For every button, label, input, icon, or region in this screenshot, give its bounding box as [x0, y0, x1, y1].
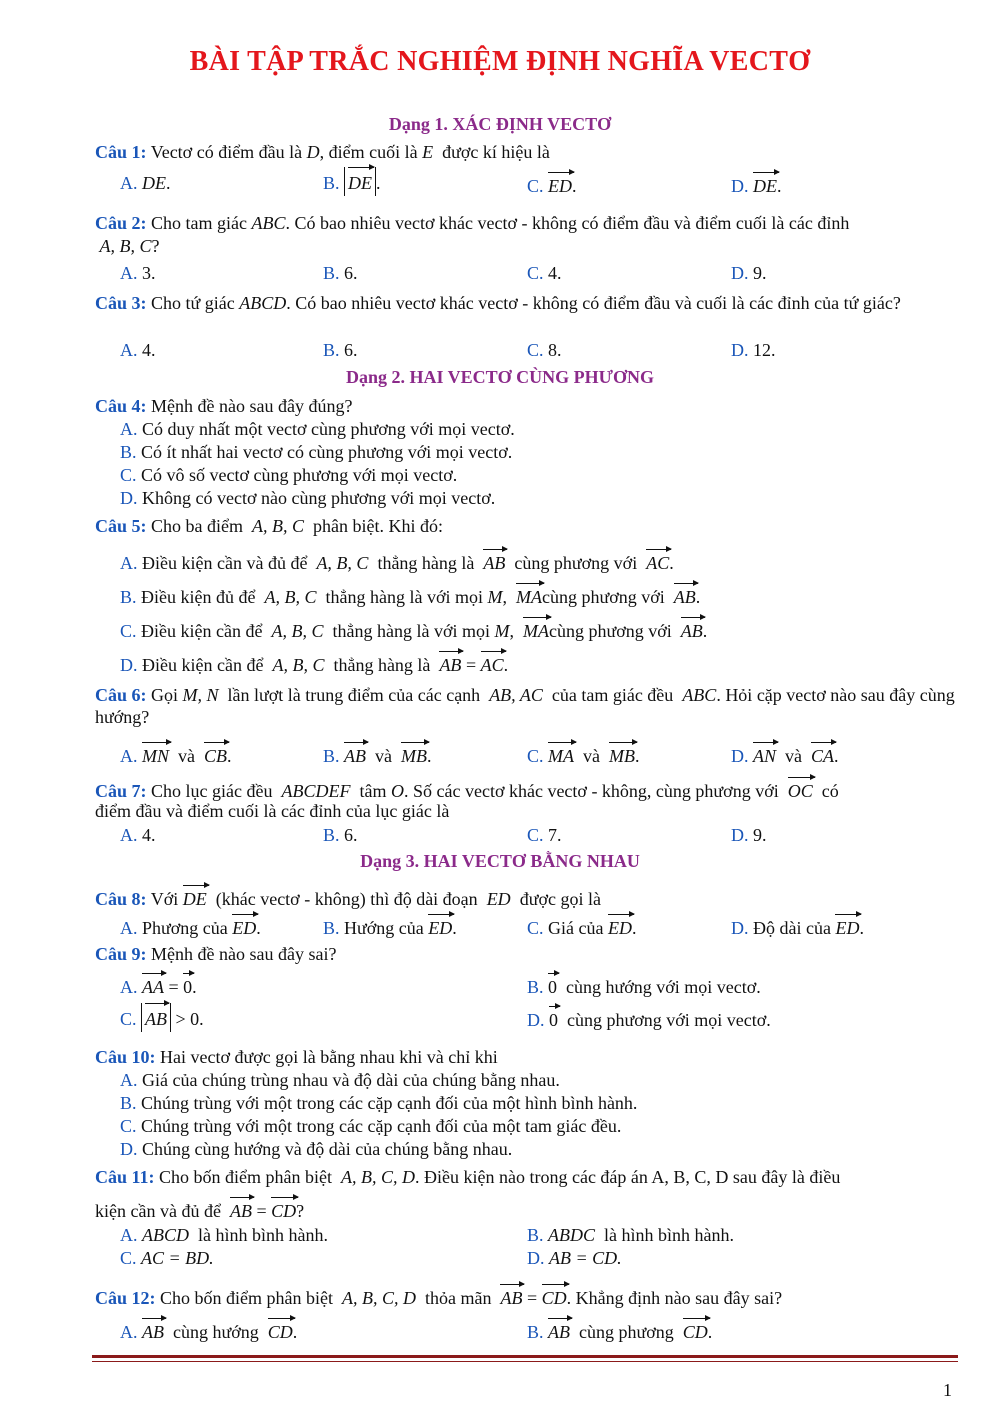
footer-divider	[92, 1355, 958, 1358]
q4-option-c[interactable]: C. Có vô số vectơ cùng phương với mọi vectơ.	[120, 465, 458, 485]
page-number: 1	[943, 1380, 952, 1400]
q7-option-a[interactable]: A. 4.	[120, 825, 156, 845]
question-11: Câu 11: Cho bốn điểm phân biệt A, B, C, D. Điều kiện nào trong các đáp án A, B, C, D sau đây là điều	[95, 1167, 841, 1187]
q3-option-d[interactable]: D. 12.	[731, 340, 776, 360]
question-9: Câu 9: Mệnh đề nào sau đây sai?	[95, 944, 337, 964]
footer-divider-thin	[92, 1361, 958, 1362]
q11-option-d[interactable]: D. AB = CD.	[527, 1248, 622, 1268]
section-heading-2: Dạng 2. HAI VECTƠ CÙNG PHƯƠNG	[345, 367, 655, 387]
q1-option-d[interactable]: D. DE.	[731, 172, 782, 197]
question-11-cont: kiện cần và đủ để AB = CD?	[95, 1197, 955, 1222]
q9-option-c[interactable]: C. AB > 0.	[120, 1003, 204, 1032]
q4-option-b[interactable]: B. Có ít nhất hai vectơ có cùng phương với mọi vectơ.	[120, 442, 513, 462]
q10-option-a[interactable]: A. Giá của chúng trùng nhau và độ dài của chúng bằng nhau.	[120, 1070, 560, 1090]
question-7: Câu 7: Cho lục giác đều ABCDEF tâm O. Số các vectơ khác vectơ - không, cùng phương với OC có	[95, 777, 955, 802]
q5-option-d[interactable]: D. Điều kiện cần để A, B, C thẳng hàng là AB = AC.	[120, 651, 508, 676]
q6-option-a[interactable]: A. MN và CB.	[120, 742, 232, 767]
q5-option-c[interactable]: C. Điều kiện cần để A, B, C thẳng hàng là với mọi M, MAcùng phương với AB.	[120, 617, 707, 642]
question-10: Câu 10: Hai vectơ được gọi là bằng nhau khi và chỉ khi	[95, 1047, 498, 1067]
q2-option-d[interactable]: D. 9.	[731, 263, 767, 283]
q1-option-b[interactable]: B. DE .	[323, 167, 381, 196]
question-5: Câu 5: Cho ba điểm A, B, C phân biệt. Khi đó:	[95, 516, 443, 536]
question-2-cont: A, B, C?	[99, 236, 160, 256]
q10-option-c[interactable]: C. Chúng trùng với một trong các cặp cạnh đối của một tam giác đều.	[120, 1116, 622, 1136]
question-2: Câu 2: Cho tam giác ABC. Có bao nhiêu vectơ khác vectơ - không có điểm đầu và điểm cuối là các đỉnh	[95, 213, 850, 233]
q4-option-a[interactable]: A. Có duy nhất một vectơ cùng phương với mọi vectơ.	[120, 419, 515, 439]
q1-option-a[interactable]: A. DE.	[120, 173, 171, 193]
q2-option-b[interactable]: B. 6.	[323, 263, 358, 283]
q10-option-b[interactable]: B. Chúng trùng với một trong các cặp cạnh đối của một hình bình hành.	[120, 1093, 638, 1113]
q12-option-b[interactable]: B. AB cùng phương CD.	[527, 1318, 712, 1343]
section-heading-1: Dạng 1. XÁC ĐỊNH VECTƠ	[388, 114, 612, 134]
q6-option-d[interactable]: D. AN và CA.	[731, 742, 839, 767]
q11-option-a[interactable]: A. ABCD là hình bình hành.	[120, 1225, 328, 1245]
q2-option-c[interactable]: C. 4.	[527, 263, 562, 283]
section-heading-3: Dạng 3. HAI VECTƠ BẰNG NHAU	[360, 851, 640, 871]
q9-option-a[interactable]: A. AA = 0.	[120, 973, 197, 998]
q11-option-c[interactable]: C. AC = BD.	[120, 1248, 214, 1268]
question-4: Câu 4: Mệnh đề nào sau đây đúng?	[95, 396, 353, 416]
question-7-cont: điểm đầu và điểm cuối là các đỉnh của lục giác là	[95, 801, 450, 821]
q5-option-b[interactable]: B. Điều kiện đủ để A, B, C thẳng hàng là với mọi M, MAcùng phương với AB.	[120, 583, 700, 608]
q3-option-c[interactable]: C. 8.	[527, 340, 562, 360]
q8-option-d[interactable]: D. Độ dài của ED.	[731, 914, 864, 939]
question-8: Câu 8: Với DE (khác vectơ - không) thì độ dài đoạn ED được gọi là	[95, 885, 955, 910]
q8-option-a[interactable]: A. Phương của ED.	[120, 914, 261, 939]
q11-option-b[interactable]: B. ABDC là hình bình hành.	[527, 1225, 734, 1245]
question-6: Câu 6: Gọi M, N lần lượt là trung điểm của các cạnh AB, AC của tam giác đều ABC. Hỏi cặp vectơ nào sau đây cùng hướng?	[95, 685, 955, 727]
q3-option-b[interactable]: B. 6.	[323, 340, 358, 360]
q9-option-b[interactable]: B. 0 cùng hướng với mọi vectơ.	[527, 973, 761, 998]
q8-option-c[interactable]: C. Giá của ED.	[527, 914, 636, 939]
question-12: Câu 12: Cho bốn điểm phân biệt A, B, C, D thỏa mãn AB = CD. Khẳng định nào sau đây sai?	[95, 1284, 955, 1309]
q7-option-d[interactable]: D. 9.	[731, 825, 767, 845]
q9-option-d[interactable]: D. 0 cùng phương với mọi vectơ.	[527, 1006, 771, 1031]
page-title: BÀI TẬP TRẮC NGHIỆM ĐỊNH NGHĨA VECTƠ	[189, 46, 811, 77]
q1-option-c[interactable]: C. ED.	[527, 172, 577, 197]
q6-option-c[interactable]: C. MA và MB.	[527, 742, 640, 767]
q3-option-a[interactable]: A. 4.	[120, 340, 156, 360]
question-1: Câu 1: Vectơ có điểm đầu là D, điểm cuối là E được kí hiệu là	[95, 142, 550, 162]
q5-option-a[interactable]: A. Điều kiện cần và đủ để A, B, C thẳng hàng là AB cùng phương với AC.	[120, 549, 674, 574]
q10-option-d[interactable]: D. Chúng cùng hướng và độ dài của chúng bằng nhau.	[120, 1139, 513, 1159]
q7-option-c[interactable]: C. 7.	[527, 825, 562, 845]
question-3: Câu 3: Cho tứ giác ABCD. Có bao nhiêu vectơ khác vectơ - không có điểm đầu và cuối là các đỉnh của tứ giác?	[95, 293, 901, 313]
q12-option-a[interactable]: A. AB cùng hướng CD.	[120, 1318, 297, 1343]
q7-option-b[interactable]: B. 6.	[323, 825, 358, 845]
q4-option-d[interactable]: D. Không có vectơ nào cùng phương với mọi vectơ.	[120, 488, 496, 508]
q8-option-b[interactable]: B. Hướng của ED.	[323, 914, 457, 939]
q6-option-b[interactable]: B. AB và MB.	[323, 742, 432, 767]
q2-option-a[interactable]: A. 3.	[120, 263, 156, 283]
